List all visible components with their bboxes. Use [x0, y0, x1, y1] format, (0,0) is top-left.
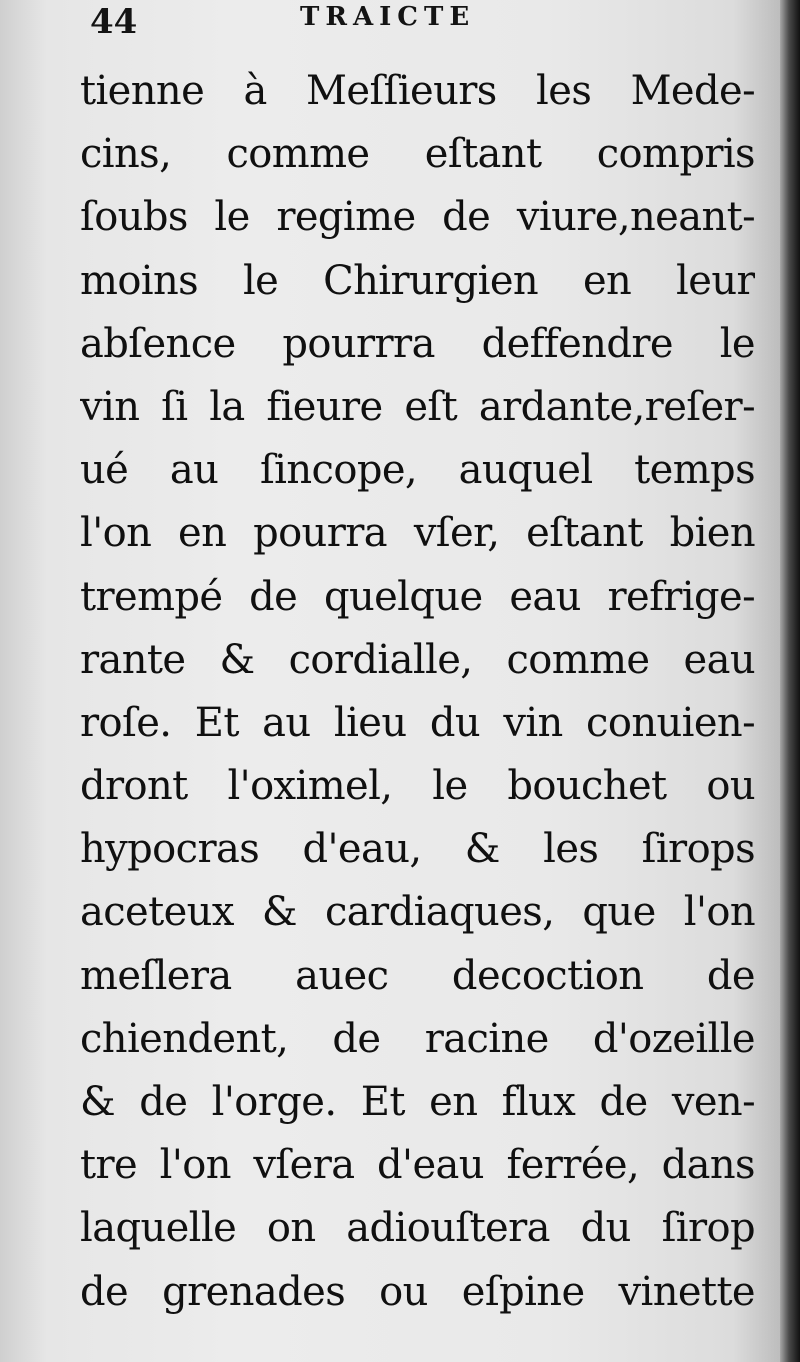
text-line: laquelle on adiouſtera du ſirop — [80, 1205, 755, 1252]
text-line: de grenades ou eſpine vinette — [80, 1268, 755, 1315]
text-line: aceteux & cardiaques, que l'on — [80, 889, 755, 936]
text-line: roſe. Et au lieu du vin conuien- — [80, 699, 755, 746]
text-line: moins le Chirurgien en leur — [80, 257, 755, 304]
text-line: l'on en pourra vſer, eſtant bien — [80, 510, 755, 557]
text-line: ué au ſincope, auquel temps — [80, 447, 755, 494]
text-line: abſence pourrra deffendre le — [80, 320, 755, 367]
page-edge-shadow — [780, 0, 800, 1362]
running-head-title: TRAICTE — [300, 2, 476, 32]
text-line: cins, comme eſtant compris — [80, 131, 755, 178]
body-text — [80, 60, 755, 1324]
text-line: meſlera auec decoction de — [80, 952, 755, 999]
text-line: rante & cordialle, comme eau — [80, 636, 755, 683]
text-line: & de l'orge. Et en flux de ven- — [80, 1079, 755, 1125]
text-line: ſoubs le regime de viure,neant- — [80, 194, 755, 241]
text-line: trempé de quelque eau refrige- — [80, 573, 755, 620]
text-line: tre l'on vſera d'eau ferrée, dans — [80, 1142, 755, 1189]
running-head — [0, 0, 780, 50]
text-line: tienne à Meſſieurs les Mede- — [80, 68, 755, 114]
page-number: 44 — [90, 2, 138, 42]
text-line: chiendent, de racine d'ozeille — [80, 1015, 755, 1062]
text-line: dront l'oximel, le bouchet ou — [80, 763, 755, 810]
text-line: vin ſi la fieure eſt ardante,reſer- — [80, 383, 755, 430]
text-line: hypocras d'eau, & les ſirops — [80, 826, 755, 873]
